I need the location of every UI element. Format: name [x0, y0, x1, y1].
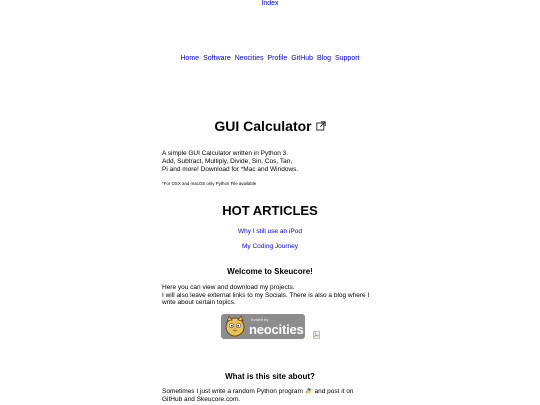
nav-support[interactable]: Support — [334, 55, 360, 62]
welcome-line-1: Here you can view and download my projects. — [162, 284, 295, 291]
about-line-1 — [162, 388, 397, 396]
calculator-desc-line-1: A simple GUI Calculator written in Python 3. — [162, 150, 289, 157]
about-title: What is this site about? — [225, 372, 315, 381]
about-line-2: GitHub and Skeucore.com. — [162, 395, 241, 403]
nav-profile[interactable]: Profile — [267, 55, 288, 62]
hot-articles-title: HOT ARTICLES — [222, 203, 318, 218]
nav-software[interactable]: Software — [203, 55, 231, 62]
about-text-part-2: and post it on — [314, 388, 354, 395]
badge-hosted-by-text: hosted by — [251, 317, 269, 322]
calculator-desc-line-3: Pi and more! Download for *Mac and Windows. — [162, 166, 299, 173]
python-icon — [306, 388, 312, 394]
welcome-text — [162, 284, 382, 307]
index-link[interactable]: Index — [261, 0, 279, 7]
broken-image-icon — [313, 331, 320, 339]
nav-neocities[interactable]: Neocities — [234, 55, 264, 62]
article-link-ipod-text[interactable]: Why I still use an iPod — [238, 228, 302, 235]
external-link-icon[interactable] — [316, 118, 326, 134]
welcome-title: Welcome to Skeucore! — [227, 267, 313, 276]
article-link-coding-journey-text[interactable]: My Coding Journey — [242, 243, 298, 250]
neocities-cat-icon — [223, 315, 247, 338]
hosted-by-neocities-badge[interactable] — [221, 314, 305, 339]
nav-github[interactable]: GitHub — [291, 55, 314, 62]
calculator-desc-line-2: Add, Subtract, Multiply, Divide, Sin, Cos, Tan, — [162, 158, 293, 165]
main-nav — [0, 55, 540, 62]
calculator-description — [162, 150, 312, 174]
nav-blog[interactable]: Blog — [317, 55, 332, 62]
calculator-heading — [0, 118, 540, 135]
nav-home[interactable]: Home — [180, 55, 200, 62]
article-link-coding-journey — [0, 243, 540, 250]
about-text — [162, 388, 397, 403]
article-link-ipod — [0, 228, 540, 235]
badge-neocities-text: neocities — [249, 322, 304, 337]
welcome-line-2: I will also leave external links to my Socials. There is also a blog where I — [162, 291, 370, 299]
calculator-footnote: *For OSX and macOS only Python File available — [162, 181, 257, 186]
welcome-line-3: write about certain topics. — [162, 299, 236, 307]
calculator-title: GUI Calculator — [214, 118, 312, 134]
about-text-part-1: Sometimes I just write a random Python program — [162, 388, 303, 395]
